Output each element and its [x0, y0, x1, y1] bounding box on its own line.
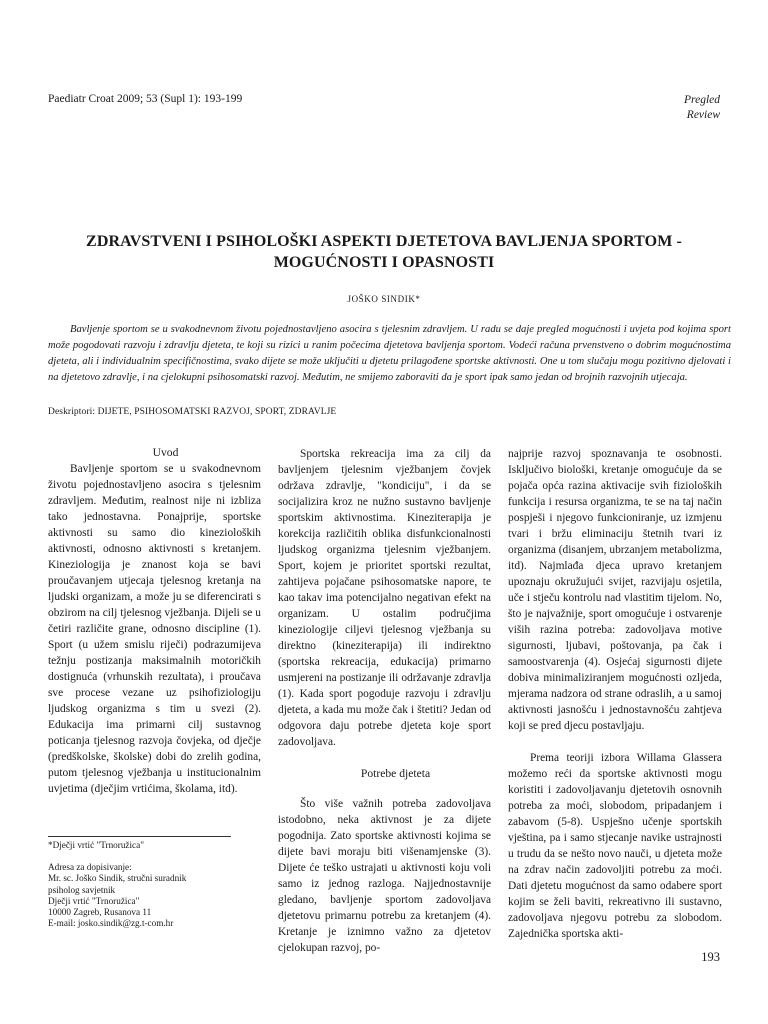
article-title-line1: ZDRAVSTVENI I PSIHOLOŠKI ASPEKTI DJETETOVA BAVLJENJA SPORTOM - — [86, 233, 682, 250]
body-column-1 — [48, 445, 261, 797]
descriptors-label: Deskriptori: — [48, 407, 96, 417]
descriptors — [48, 407, 336, 417]
body-paragraph: Sportska rekreacija ima za cilj da bavljenjem tjelesnim vježbanjem čovjek održava zdravlje, "kondiciju", i da se socijalizira kroz ne nužno sustavno bavljenje sportskim aktivnostima. Kineziterapija je korekcija različitih oblika disfunkcionalnosti ljudskog organizma tjelesnim vježbanjem. Sport, kojem je prioritet sportski rezultat, zahtijeva pojačane psihosomatske napore, te kao takav ima potencijalno negativan efekt na organizam. U ostalim područjima kineziologije ciljevi tjelesnog vježbanja su direktno (kineziterapija) ili indirektno (sportska rekreacija, edukacija) primarno usmjereni na postizanje ili održavanje zdravlja (1). Kada sport pogoduje razvoju i zdravlju djeteta, a kada mu može čak i štetiti? Jedan od odgovora daju potrebe djeteta koje sport zadovoljava. — [278, 448, 491, 748]
article-type-english: Review — [686, 109, 720, 121]
footnote-address-label: Adresa za dopisivanje: — [48, 862, 132, 873]
footnote — [48, 840, 186, 929]
article-title-line2: MOGUĆNOSTI I OPASNOSTI — [273, 254, 495, 271]
journal-reference: Paediatr Croat 2009; 53 (Supl 1): 193-199 — [48, 93, 243, 105]
footnote-author-name: Mr. sc. Joško Sindik, stručni suradnik — [48, 873, 187, 884]
author-name: JOŠKO SINDIK* — [347, 294, 421, 304]
body-column-2 — [278, 446, 491, 956]
footnote-street: 10000 Zagreb, Rusanova 11 — [48, 907, 152, 918]
body-paragraph-continued: najprije razvoj spoznavanja te osobnosti. Isključivo biološki, kretanje omogućuje da se pojača opća razina aktivacije svih fizioloških funkcija i resursa organizma, te se na taj način pospješi i njegovo funkcioniranje, uz izmjenu tvari i bržu eliminaciju štetnih tvari iz organizma (disanjem, ubrzanjem metabolizma, itd). Najmlađa djeca upravo kretanjem upoznaju okružujući svijet, razvijaju osjetila, uče i stječu kontrolu nad vlastitim tijelom. No, što je najvažnije, sport omogućuje i ostvarenje viših razina potreba: zadovoljava motive sigurnosti, ljubavi, poštovanja, pa čak i samoostvarenja (4). Osjećaj sigurnosti dijete dobiva minimaliziranjem mogućnosti ozljeda, mjerama nadzora od strane odraslih, a u samoj aktivnosti jasnošću i jednostavnošću zahtjeva koji se pred djecu postavljaju. — [508, 448, 722, 732]
section-heading-child-needs: Potrebe djeteta — [360, 767, 431, 780]
body-paragraph: Prema teoriji izbora Willama Glassera možemo reći da sportske aktivnosti mogu koristiti i zadovoljavanju djetetovih osnovnih potreba za moći, slobodom, pripadanjem i zabavom (5-8). Uspješno učenje sportskih vještina, pa i samo stjecanje navike ustrajnosti u trudu da se nešto novo nauči, u djeteta može na zdrav način zadovoljiti potrebu za moći. Dati djetetu mogućnost da samo odabere sport kojim se želi baviti, rekreativno ili sustavno, zadovoljava njegovu potrebu za slobodom. Zajednička sportska akti- — [508, 752, 722, 940]
body-paragraph: Što više važnih potreba zadovoljava istodobno, neka aktivnost je za dijete pogodnija. Zato sportske aktivnosti kojima se dijete bavi moraju biti višenamjenske (3). Dijete će teško ustrajati u aktivnosti koju voli samo iz jednog razloga. Najjednostavnije gledano, bavljenje sportom zadovoljava djetetovu primarnu potrebu za kretanjem (4). Kretanje je iznimno važno za djetetov cjelokupan razvoj, po- — [278, 798, 491, 954]
footnote-institution: Dječji vrtić "Trnoružica" — [48, 895, 140, 906]
article-type — [684, 93, 720, 123]
page-number: 193 — [701, 950, 720, 964]
abstract: Bavljenje sportom se u svakodnevnom životu pojednostavljeno asocira s tjelesnim zdravljem. U radu se daje pregled mogućnosti i uvjeta pod kojima sport može pogodovati razvoju i zdravlju djeteta, te koji su rizici u ranim počecima djetetova bavljenja sportom. Vodeći računa prvenstveno o dobrim mogućnostima djeteta, ali i individualnim specifičnostima, svako dijete se može uključiti u djetetu prilagođene sportske aktivnosti. One u tom slučaju mogu pozitivno djelovati i na djetetovo zdravlje, i na cjelokupni psihosomatski razvoj. Međutim, ne smijemo zaboraviti da je sport ipak samo jedan od brojnih razvojnih utjecaja. — [48, 324, 731, 383]
footnote-author-role: psiholog savjetnik — [48, 884, 116, 895]
article-type-croatian: Pregled — [684, 94, 720, 106]
descriptors-terms: DIJETE, PSIHOSOMATSKI RAZVOJ, SPORT, ZDRAVLJE — [97, 407, 337, 417]
footnote-divider — [48, 836, 231, 837]
footnote-email: E-mail: josko.sindik@zg.t-com.hr — [48, 918, 174, 929]
footnote-affiliation: *Dječji vrtić "Trnoružica" — [48, 840, 144, 850]
body-paragraph: Bavljenje sportom se u svakodnevnom životu pojednostavljeno asocira s tjelesnim zdravljem. Međutim, realnost nije ni izbliza tako jednostavna. Ponajprije, sportske aktivnosti su samo dio kinezioloških aktivnosti, odnosno aktivnosti s kretanjem. Kineziologija je znanost koja se bavi proučavanjem utjecaja tjelesnog kretanja na ljudski organizam, a može ju se diferencirati s obzirom na cilj tjelesnog vježbanja. Dijeli se u četiri različite grane, odnosno discipline (1). Sport (u užem smislu riječi) podrazumijeva težnju postizanja maksimalnih motoričkih dostignuća (vrhunskih rezultata), i proučava sve procese vezane uz psihofiziologiju ljudskog organizma s tim u svezi (2). Edukacija ima primarni cilj sustavnog poticanja tjelesnog razvoja čovjeka, od dječje (predškolske, školske) dobi do zrelih godina, putom tjelesnog vježbanja u institucionalnim uvjetima (dječjim vrtićima, školama, itd). — [48, 463, 261, 795]
section-heading-introduction: Uvod — [152, 446, 179, 459]
article-title — [40, 231, 728, 273]
body-column-3 — [508, 446, 722, 942]
